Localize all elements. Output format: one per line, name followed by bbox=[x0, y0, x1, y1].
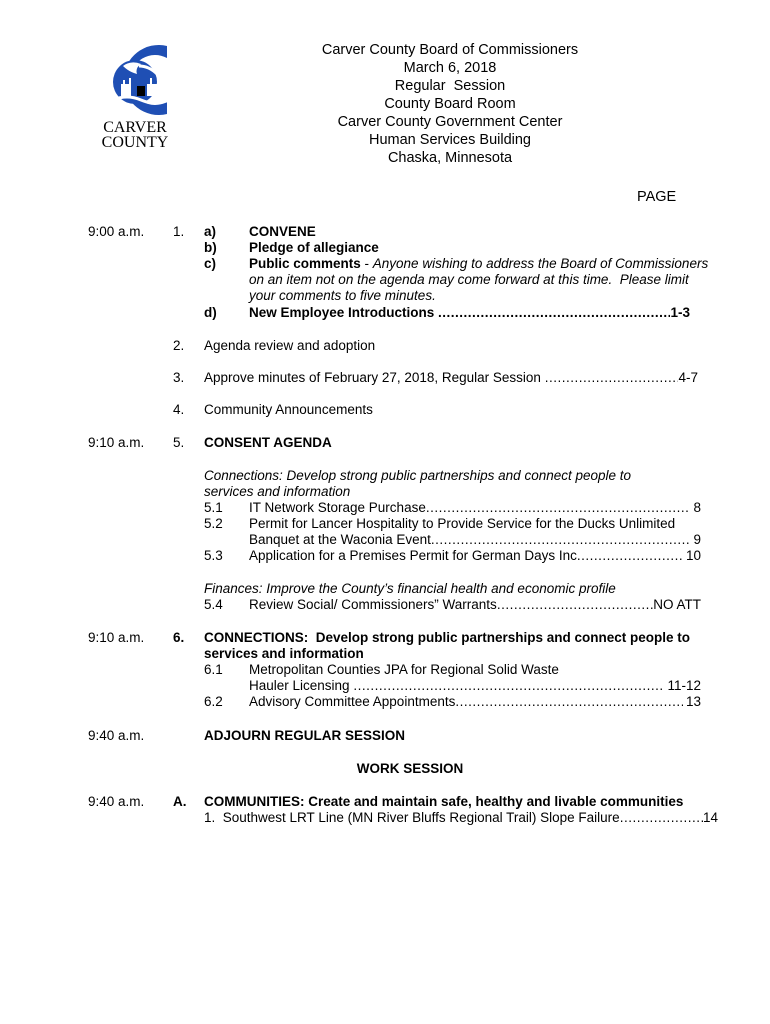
item5-2-page: 9 bbox=[693, 532, 701, 547]
work-session-title: WORK SESSION bbox=[356, 761, 464, 776]
item1c-title: Public comments bbox=[249, 256, 361, 271]
item5-number: 5. bbox=[173, 435, 185, 450]
item4-text: Community Announcements bbox=[204, 402, 373, 417]
item1c-text: Anyone wishing to address the Board of Commissioners bbox=[372, 256, 709, 271]
item1c-letter: c) bbox=[204, 256, 217, 271]
itemA-title: COMMUNITIES: Create and maintain safe, healthy and livable communities bbox=[204, 794, 684, 809]
item6-1-row bbox=[249, 678, 701, 694]
item1-time: 9:00 a.m. bbox=[88, 224, 145, 239]
item1b-text: Pledge of allegiance bbox=[249, 240, 379, 255]
item5-2-line1: Permit for Lancer Hospitality to Provide Service for the Ducks Unlimited bbox=[249, 516, 676, 531]
item2-text: Agenda review and adoption bbox=[204, 338, 376, 353]
item5-finances: Finances: Improve the County’s financial health and economic profile bbox=[204, 581, 616, 596]
item5-connections-line2: services and information bbox=[204, 484, 351, 499]
item5-1-page: 8 bbox=[693, 500, 701, 515]
item2-number: 2. bbox=[173, 338, 185, 353]
item5-3-text: Application for a Premises Permit for German Days Inc bbox=[249, 548, 577, 563]
item5-1-number: 5.1 bbox=[204, 500, 223, 515]
item5-4-number: 5.4 bbox=[204, 597, 223, 612]
item6-title-line1: CONNECTIONS: Develop strong public partnerships and connect people to bbox=[204, 630, 691, 645]
item3-number: 3. bbox=[173, 370, 185, 385]
item6-2-text: Advisory Committee Appointments bbox=[249, 694, 456, 709]
itemA-1-row bbox=[204, 810, 718, 826]
header-title: Carver County Board of Commissioners bbox=[321, 42, 579, 58]
item5-3-page: 10 bbox=[685, 548, 701, 563]
item1d-row bbox=[249, 305, 690, 321]
item6-2-number: 6.2 bbox=[204, 694, 223, 709]
item5-4-text: Review Social/ Commissioners” Warrants bbox=[249, 597, 497, 612]
itemA-time: 9:40 a.m. bbox=[88, 794, 145, 809]
item5-1-text: IT Network Storage Purchase bbox=[249, 500, 426, 515]
item5-title: CONSENT AGENDA bbox=[204, 435, 332, 450]
item5-3-number: 5.3 bbox=[204, 548, 223, 563]
logo-text-county: COUNTY bbox=[101, 134, 169, 151]
leader-dots bbox=[426, 500, 691, 516]
leader-dots bbox=[620, 810, 703, 826]
item1d-page: 1-3 bbox=[670, 305, 690, 320]
item1c-line2: on an item not on the agenda may come forward at this time. Please limit bbox=[249, 272, 689, 287]
leader-dots bbox=[431, 532, 691, 548]
item1c-line1 bbox=[249, 256, 708, 272]
leader-dots bbox=[497, 597, 653, 613]
county-logo bbox=[99, 44, 171, 150]
item5-time: 9:10 a.m. bbox=[88, 435, 145, 450]
item5-2-row bbox=[249, 532, 701, 548]
item5-3-row bbox=[249, 548, 701, 564]
header-center: Carver County Government Center bbox=[337, 114, 563, 130]
item6-2-row bbox=[249, 694, 701, 710]
item5-4-page: NO ATT bbox=[653, 597, 701, 612]
header-session: Regular Session bbox=[394, 78, 506, 94]
leader-dots bbox=[455, 694, 683, 710]
item5-1-row bbox=[249, 500, 701, 516]
page-column-label: PAGE bbox=[637, 189, 677, 205]
item1d-letter: d) bbox=[204, 305, 217, 320]
adjourn-text: ADJOURN REGULAR SESSION bbox=[204, 728, 406, 743]
item1d-text: New Employee Introductions bbox=[249, 305, 439, 320]
leader-dots bbox=[545, 370, 679, 386]
item6-1-page: 11-12 bbox=[667, 678, 701, 693]
logo-text-carver: CARVER bbox=[103, 119, 167, 136]
item1a-text: CONVENE bbox=[249, 224, 316, 239]
leader-dots bbox=[353, 678, 664, 694]
item5-connections-line1: Connections: Develop strong public partnerships and connect people to bbox=[204, 468, 632, 483]
itemA-1-text: 1. Southwest LRT Line (MN River Bluffs Regional Trail) Slope Failure bbox=[204, 810, 620, 825]
item5-4-row bbox=[249, 597, 701, 613]
item6-1-line1: Metropolitan Counties JPA for Regional Solid Waste bbox=[249, 662, 559, 677]
item6-1-number: 6.1 bbox=[204, 662, 223, 677]
header-date: March 6, 2018 bbox=[403, 60, 497, 76]
item5-2-text: Banquet at the Waconia Event bbox=[249, 532, 431, 547]
itemA-number: A. bbox=[173, 794, 187, 809]
adjourn-time: 9:40 a.m. bbox=[88, 728, 145, 743]
item6-2-page: 13 bbox=[685, 694, 701, 709]
leader-dots bbox=[577, 548, 683, 564]
item3-text: Approve minutes of February 27, 2018, Regular Session bbox=[204, 370, 545, 385]
itemA-1-page: 14 bbox=[702, 810, 718, 825]
item3-page: 4-7 bbox=[678, 370, 698, 385]
header-room: County Board Room bbox=[384, 96, 516, 112]
item5-2-number: 5.2 bbox=[204, 516, 223, 531]
item1c-line3: your comments to five minutes. bbox=[249, 288, 436, 303]
header-city: Chaska, Minnesota bbox=[387, 150, 513, 166]
header-building: Human Services Building bbox=[369, 132, 531, 148]
item4-number: 4. bbox=[173, 402, 185, 417]
county-seal-icon bbox=[99, 44, 171, 118]
item1c-sep: - bbox=[360, 256, 373, 271]
item6-title-line2: services and information bbox=[204, 646, 364, 661]
item6-1-text: Hauler Licensing bbox=[249, 678, 354, 693]
item1b-letter: b) bbox=[204, 240, 217, 255]
item6-time: 9:10 a.m. bbox=[88, 630, 145, 645]
item1a-letter: a) bbox=[204, 224, 217, 239]
item3-row bbox=[204, 370, 698, 386]
item1-number: 1. bbox=[173, 224, 185, 239]
leader-dots bbox=[438, 305, 670, 321]
item6-number: 6. bbox=[173, 630, 185, 645]
